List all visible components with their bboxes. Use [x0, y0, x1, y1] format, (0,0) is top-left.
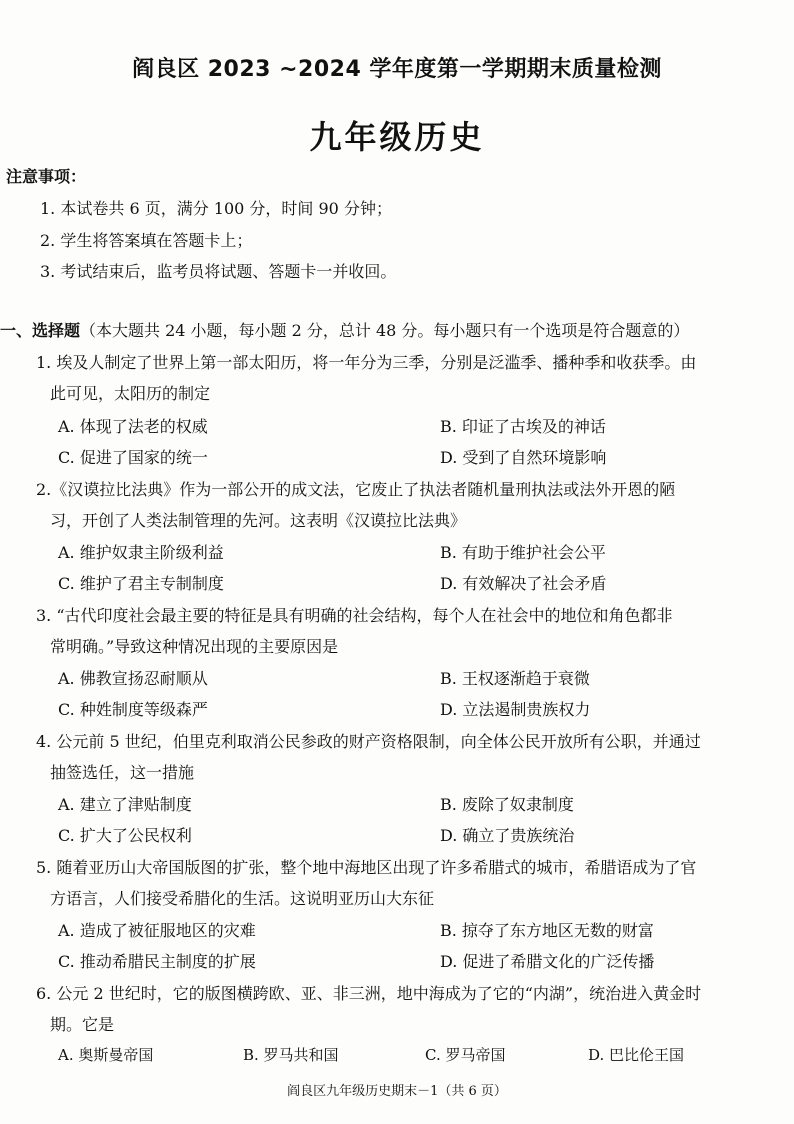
question-stem: 2.《汉谟拉比法典》作为一部公开的成文法，它废止了执法者随机量刑执法或法外开恩的陋 — [36, 480, 676, 499]
option-b: B. 废除了奴隶制度 — [440, 795, 574, 814]
section-heading — [0, 318, 689, 341]
option-b: B. 印证了古埃及的神话 — [440, 417, 606, 436]
option-d: D. 巴比伦王国 — [588, 1046, 685, 1064]
option-d: D. 有效解决了社会矛盾 — [440, 574, 607, 593]
question-4 — [36, 726, 766, 788]
page-footer: 阎良区九年级历史期末－1（共 6 页） — [287, 1084, 507, 1099]
option-d: D. 确立了贵族统治 — [440, 826, 575, 845]
option-b: B. 有助于维护社会公平 — [440, 543, 606, 562]
option-b: B. 掠夺了东方地区无数的财富 — [440, 921, 654, 940]
question-5 — [36, 852, 766, 914]
option-a: A. 奥斯曼帝国 — [58, 1046, 154, 1064]
exam-title: 阎良区 2023 ~2024 学年度第一学期期末质量检测 — [132, 57, 662, 82]
option-c: C. 推动希腊民主制度的扩展 — [58, 952, 256, 971]
question-stem: 4. 公元前 5 世纪，伯里克利取消公民参政的财产资格限制，向全体公民开放所有公职，并通过 — [36, 732, 701, 751]
question-stem: 1. 埃及人制定了世界上第一部太阳历，将一年分为三季，分别是泛滥季、播种季和收获季。由 — [36, 353, 697, 372]
question-stem-cont: 期。它是 — [50, 1015, 115, 1034]
question-stem-cont: 此可见，太阳历的制定 — [50, 384, 211, 403]
notice-item: 1. 本试卷共 6 页，满分 100 分，时间 90 分钟； — [40, 199, 392, 218]
question-stem-cont: 方语言，人们接受希腊化的生活。这说明亚历山大东征 — [50, 889, 435, 908]
question-stem: 3. “古代印度社会最主要的特征是具有明确的社会结构，每个人在社会中的地位和角色都非 — [36, 606, 673, 625]
option-c: C. 种姓制度等级森严 — [58, 700, 208, 719]
question-stem-cont: 习，开创了人类法制管理的先河。这表明《汉谟拉比法典》 — [50, 511, 467, 530]
option-d: D. 立法遏制贵族权力 — [440, 700, 591, 719]
option-c: C. 扩大了公民权利 — [58, 826, 192, 845]
question-3 — [36, 600, 766, 662]
section-lead: 一、选择题 — [0, 321, 81, 340]
notice-heading: 注意事项： — [6, 167, 87, 186]
option-b: B. 王权逐渐趋于衰微 — [440, 669, 590, 688]
option-c: C. 维护了君主专制制度 — [58, 574, 224, 593]
option-b: B. 罗马共和国 — [243, 1046, 339, 1064]
question-stem-cont: 抽签选任，这一措施 — [50, 763, 195, 782]
option-a: A. 佛教宣扬忍耐顺从 — [58, 669, 208, 688]
question-6 — [36, 978, 766, 1040]
option-a: A. 体现了法老的权威 — [58, 417, 208, 436]
question-stem-cont: 常明确。”导致这种情况出现的主要原因是 — [50, 637, 339, 656]
question-stem: 5. 随着亚历山大帝国版图的扩张，整个地中海地区出现了许多希腊式的城市，希腊语成为了官 — [36, 858, 697, 877]
subject-title: 九年级历史 — [309, 118, 485, 156]
option-a: A. 维护奴隶主阶级利益 — [58, 543, 224, 562]
section-description: （本大题共 24 小题，每小题 2 分，总计 48 分。每小题只有一个选项是符合题意的） — [80, 321, 690, 340]
option-a: A. 建立了津贴制度 — [58, 795, 192, 814]
question-1 — [36, 347, 766, 409]
notice-item: 3. 考试结束后，监考员将试题、答题卡一并收回。 — [40, 262, 397, 281]
option-a: A. 造成了被征服地区的灾难 — [58, 921, 256, 940]
option-d: D. 受到了自然环境影响 — [440, 448, 607, 467]
option-d: D. 促进了希腊文化的广泛传播 — [440, 952, 655, 971]
option-c: C. 促进了国家的统一 — [58, 448, 208, 467]
question-2 — [36, 474, 766, 536]
notice-item: 2. 学生将答案填在答题卡上； — [40, 231, 253, 250]
question-stem: 6. 公元 2 世纪时，它的版图横跨欧、亚、非三洲，地中海成为了它的“内湖”，统治进入黄金时 — [36, 984, 702, 1003]
option-c: C. 罗马帝国 — [425, 1046, 506, 1064]
